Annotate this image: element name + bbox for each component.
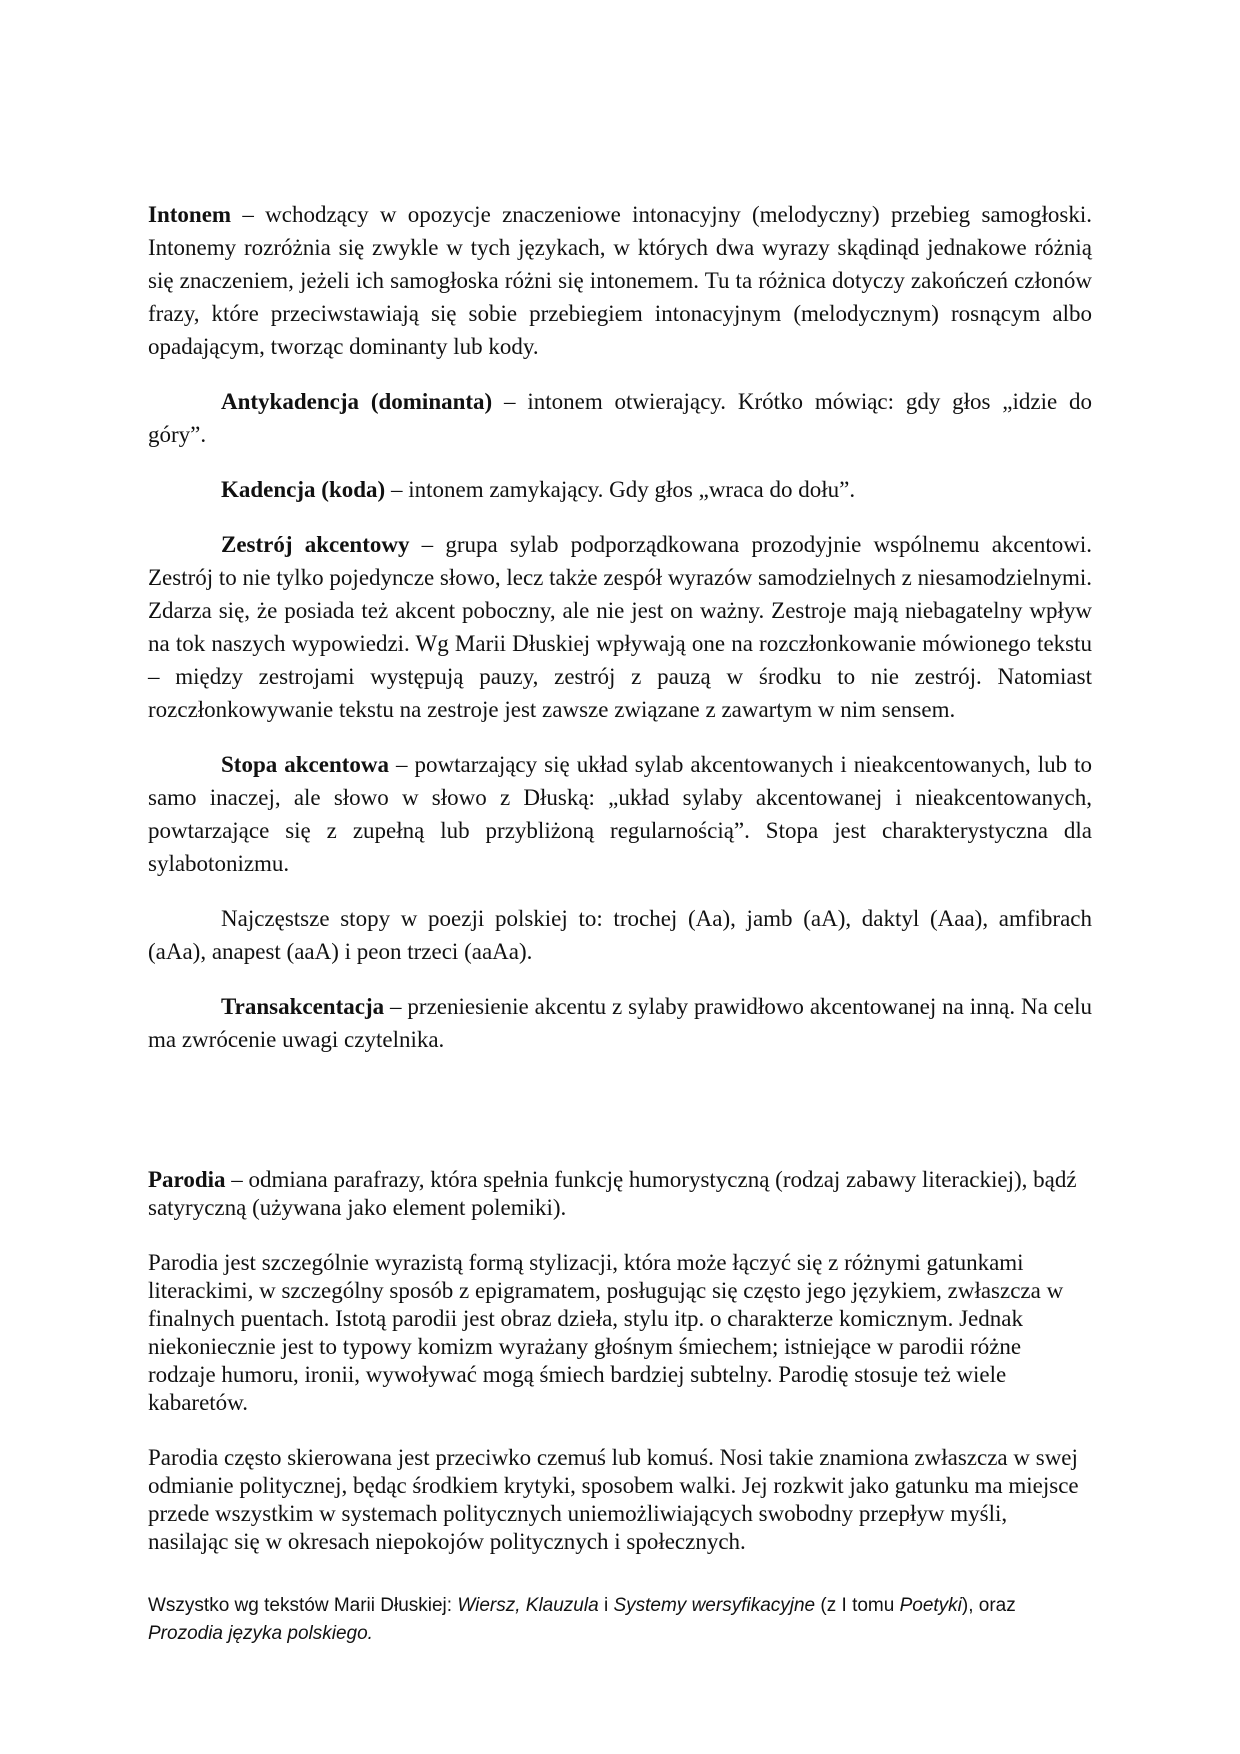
source-title-4: Prozodia języka polskiego.	[148, 1623, 373, 1644]
definition-kadencja: – intonem zamykający. Gdy głos „wraca do dołu”.	[385, 477, 856, 502]
definition-transakcentacja: – przeniesienie akcentu z sylaby prawidłowo akcentowanej na inną. Na celu ma zwrócenie uwagi czytelnika.	[148, 994, 1092, 1052]
paragraph-parodia-3: Parodia często skierowana jest przeciwko czemuś lub komuś. Nosi takie znamiona zwłaszcza w swej odmianie politycznej, będąc środkiem krytyki, sposobem walki. Jej rozkwit jako gatunku ma miejsce przede wszystkim w systemach politycznych uniemożliwiających swobodny przepływ myśli, nasilając się w okresach niepokojów politycznych i społecznych.	[148, 1445, 1079, 1554]
paragraph-antykadencja	[148, 385, 1092, 451]
paragraph-intonem	[148, 198, 1092, 363]
term-zestroj: Zestrój akcentowy	[221, 532, 410, 557]
source-note	[148, 1592, 1092, 1648]
definition-stopa: – powtarzający się układ sylab akcentowanych i nieakcentowanych, lub to samo inaczej, ale słowo w słowo z Dłuską: „układ sylaby akcentowanej i nieakcentowanych, powtarzające się z zupełną lub przybliżoną regularnością”. Stopa jest charakterystyczna dla sylabotonizmu.	[148, 752, 1092, 876]
source-text-4: ), oraz	[961, 1595, 1016, 1616]
parodia-section	[148, 1166, 1092, 1583]
source-title-1: Wiersz, Klauzula	[457, 1595, 599, 1616]
prosody-section	[148, 198, 1092, 1078]
source-text-1: Wszystko wg tekstów Marii Dłuskiej:	[148, 1595, 458, 1616]
term-intonem: Intonem	[148, 202, 232, 227]
source-text-2: i	[598, 1595, 614, 1616]
paragraph-parodia-2: Parodia jest szczególnie wyrazistą formą stylizacji, która może łączyć się z różnymi gatunkami literackimi, w szczególny sposób z epigramatem, posługując się często jego językiem, zwłaszcza w finalnych puentach. Istotą parodii jest obraz dzieła, stylu itp. o charakterze komicznym. Jednak niekoniecznie jest to typowy komizm wyrażany głośnym śmiechem; istniejące w parodii różne rodzaje humoru, ironii, wywoływać mogą śmiech bardziej subtelny. Parodię stosuje też wiele kabaretów.	[148, 1250, 1064, 1415]
paragraph-zestroj	[148, 528, 1092, 726]
term-kadencja: Kadencja (koda)	[221, 477, 386, 502]
term-antykadencja: Antykadencja (dominanta)	[221, 389, 493, 414]
source-title-3: Poetyki	[899, 1595, 962, 1616]
paragraph-parodia	[148, 1166, 1092, 1222]
text-stopy: Najczęstsze stopy w poezji polskiej to: trochej (Aa), jamb (aA), daktyl (Aaa), amfibrach (aAa), anapest (aaA) i peon trzeci (aaAa).	[148, 906, 1092, 964]
paragraph-kadencja	[148, 473, 1092, 506]
source-title-2: Systemy wersyfikacyjne	[613, 1595, 816, 1616]
definition-parodia: – odmiana parafrazy, która spełnia funkcję humorystyczną (rodzaj zabawy literackiej), bądź satyryczną (używana jako element polemiki).	[148, 1167, 1077, 1220]
source-text-3: (z I tomu	[815, 1595, 900, 1616]
definition-intonem: – wchodzący w opozycje znaczeniowe intonacyjny (melodyczny) przebieg samogłoski. Intonemy rozróżnia się zwykle w tych językach, w których dwa wyrazy skądinąd jednakowe różnią się znaczeniem, jeżeli ich samogłoska różni się intonemem. Tu ta różnica dotyczy zakończeń członów frazy, które przeciwstawiają się sobie przebiegiem intonacyjnym (melodycznym) rosnącym albo opadającym, tworząc dominanty lub kody.	[148, 202, 1092, 359]
term-transakcentacja: Transakcentacja	[221, 994, 385, 1019]
definition-zestroj: – grupa sylab podporządkowana prozodyjnie wspólnemu akcentowi. Zestrój to nie tylko pojedyncze słowo, lecz także zespół wyrazów samodzielnych z niesamodzielnymi. Zdarza się, że posiada też akcent poboczny, ale nie jest on ważny. Zestroje mają niebagatelny wpływ na tok naszych wypowiedzi. Wg Marii Dłuskiej wpływają one na rozczłonkowanie mówionego tekstu – między zestrojami występują pauzy, zestrój z pauzą w środku to nie zestrój. Natomiast rozczłonkowywanie tekstu na zestroje jest zawsze związane z zawartym w nim sensem.	[148, 532, 1092, 722]
term-stopa: Stopa akcentowa	[221, 752, 390, 777]
paragraph-transakcentacja	[148, 990, 1092, 1056]
definition-antykadencja: – intonem otwierający. Krótko mówiąc: gdy głos „idzie do góry”.	[148, 389, 1093, 447]
paragraph-stopy	[148, 902, 1092, 968]
paragraph-stopa	[148, 748, 1092, 880]
term-parodia: Parodia	[148, 1167, 226, 1192]
